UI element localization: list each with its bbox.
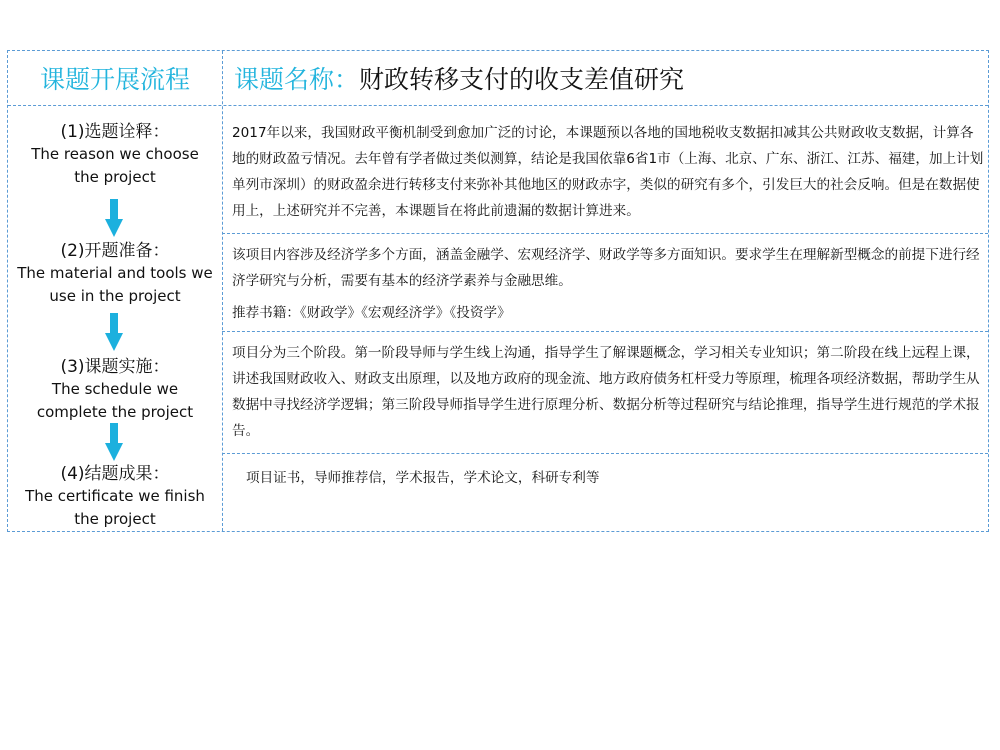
material-text: 该项目内容涉及经济学多个方面，涵盖金融学、宏观经济学、财政学等多方面知识。要求学生在理解新型概念的前提下进行经济学研究与分析，需要有基本的经济学素养与金融思维。 (232, 247, 980, 289)
down-arrow-icon (105, 199, 123, 237)
step-subtitle: The certificate we finish (25, 487, 205, 505)
column-divider (222, 51, 223, 531)
step-title: (1)选题诠释： (60, 122, 170, 142)
step-reason (8, 121, 222, 189)
down-arrow-icon (105, 313, 123, 351)
reason-text: 2017年以来，我国财政平衡机制受到愈加广泛的讨论，本课题预以各地的国地税收支数据扣减其公共财政收支数据，计算各地的财政盈亏情况。去年曾有学者做过类似测算，结论是我国依靠6省1市（上海、北京、广东、浙江、江苏、福建，加上计划单列市深圳）的财政盈余进行转移支付来弥补其他地区的财政赤字，类似的研究有多个，引发巨大的社会反响。但是在数据使用上，上述研究并不完善，本课题旨在将此前遗漏的数据计算进来。 (232, 125, 984, 219)
step-result (8, 463, 222, 531)
row-divider (222, 453, 988, 454)
project-table (7, 50, 989, 532)
down-arrow-icon (105, 423, 123, 461)
header-divider (8, 105, 988, 106)
step-title: (3)课题实施： (60, 357, 170, 377)
step-subtitle: complete the project (36, 403, 194, 421)
step-subtitle: the project (74, 510, 156, 528)
step-title: (2)开题准备： (60, 241, 170, 261)
project-name-heading (234, 51, 988, 104)
row-divider (222, 331, 988, 332)
step-schedule (8, 356, 222, 424)
step-material (8, 240, 222, 308)
project-name-label: 课题名称： (234, 64, 360, 94)
step-subtitle: The schedule we (51, 380, 179, 398)
step-subtitle: use in the project (49, 287, 181, 305)
recommended-books: 推荐书籍：《财政学》《宏观经济学》《投资学》 (232, 305, 511, 321)
step-subtitle: The material and tools we (17, 264, 213, 282)
step-subtitle: the project (74, 168, 156, 186)
row-divider (222, 233, 988, 234)
step-title: (4)结题成果： (60, 464, 170, 484)
process-heading: 课题开展流程 (39, 64, 190, 94)
step-subtitle: The reason we choose (31, 145, 199, 163)
schedule-text: 项目分为三个阶段。第一阶段导师与学生线上沟通，指导学生了解课题概念，学习相关专业知识；第二阶段在线上远程上课，讲述我国财政收入、财政支出原理，以及地方政府的现金流、地方政府债务杠杆受力等原理，梳理各项经济数据，帮助学生从数据中寻找经济学逻辑；第三阶段导师指导学生进行原理分析、数据分析等过程研究与结论推理，指导学生进行规范的学术报告。 (232, 345, 980, 439)
result-text: 项目证书，导师推荐信，学术报告，学术论文，科研专利等 (246, 470, 600, 486)
project-name-value: 财政转移支付的收支差值研究 (359, 64, 685, 94)
